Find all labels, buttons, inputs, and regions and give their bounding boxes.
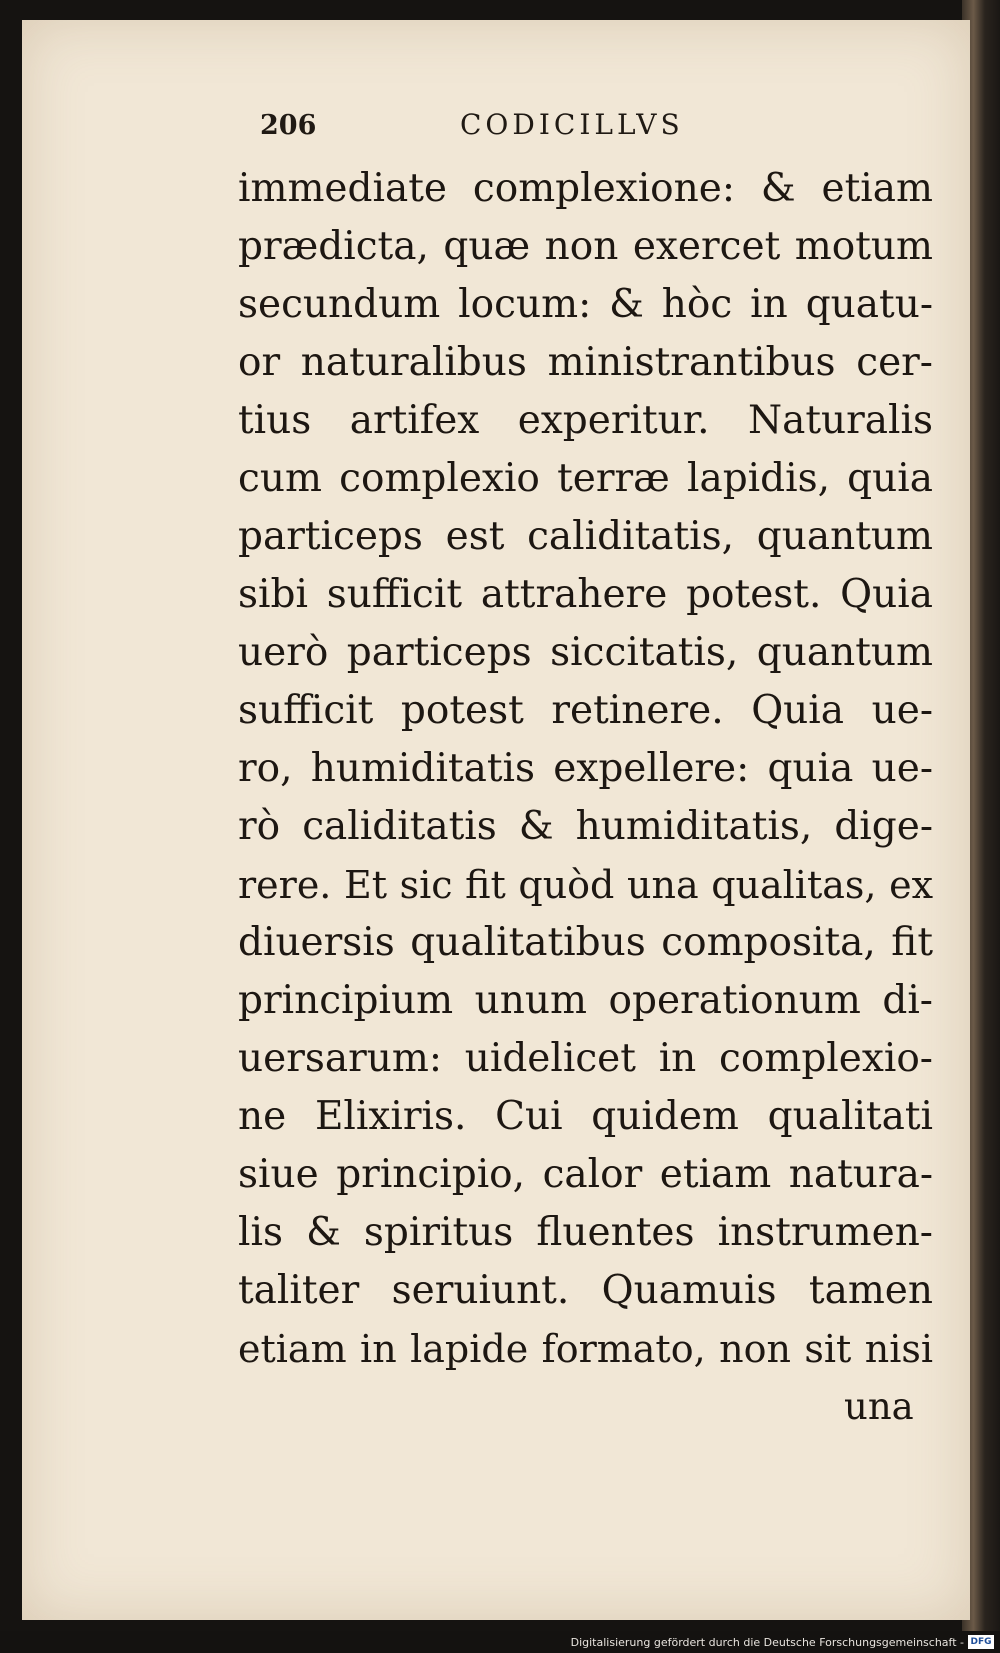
catchword: una [844, 1385, 914, 1428]
text-line: rere. Et sic fit quòd una qualitas, ex [238, 863, 933, 907]
text-line: uersarum: uidelicet in complexio- [238, 1036, 933, 1081]
funding-credit: Digitalisierung gefördert durch die Deutsche Forschungsgemeinschaft - [570, 1636, 964, 1649]
text-line: diuersis qualitatibus composita, fit [238, 920, 933, 965]
text-line: prædicta, quæ non exercet motum [238, 224, 933, 269]
text-line: etiam in lapide formato, non sit nisi [238, 1327, 933, 1371]
footer-bar [0, 1631, 1000, 1653]
page-header [260, 108, 720, 152]
text-line: or naturalibus ministrantibus cer- [238, 340, 933, 385]
text-line: uerò particeps siccitatis, quantum [238, 630, 933, 675]
text-line: sufficit potest retinere. Quia ue- [238, 688, 933, 733]
text-line: ne Elixiris. Cui quidem qualitati [238, 1094, 933, 1139]
text-line: immediate complexione: & etiam [238, 166, 933, 211]
body-text [238, 160, 933, 1378]
text-line: principium unum operationum di- [238, 978, 933, 1023]
text-line: secundum locum: & hòc in quatu- [238, 282, 933, 327]
running-title: CODICILLVS [460, 108, 684, 141]
text-line: taliter seruiunt. Quamuis tamen [238, 1268, 933, 1313]
text-line: siue principio, calor etiam natura- [238, 1152, 933, 1197]
text-line: cum complexio terræ lapidis, quia [238, 456, 933, 501]
text-line: rò caliditatis & humiditatis, dige- [238, 804, 933, 849]
text-line: ro, humiditatis expellere: quia ue- [238, 746, 933, 791]
dfg-logo: DFG [968, 1635, 994, 1649]
text-line: tius artifex experitur. Naturalis [238, 398, 933, 443]
text-line: sibi sufficit attrahere potest. Quia [238, 572, 933, 617]
page-number: 206 [260, 110, 317, 141]
text-line: lis & spiritus fluentes instrumen- [238, 1210, 933, 1255]
text-line: particeps est caliditatis, quantum [238, 514, 933, 559]
